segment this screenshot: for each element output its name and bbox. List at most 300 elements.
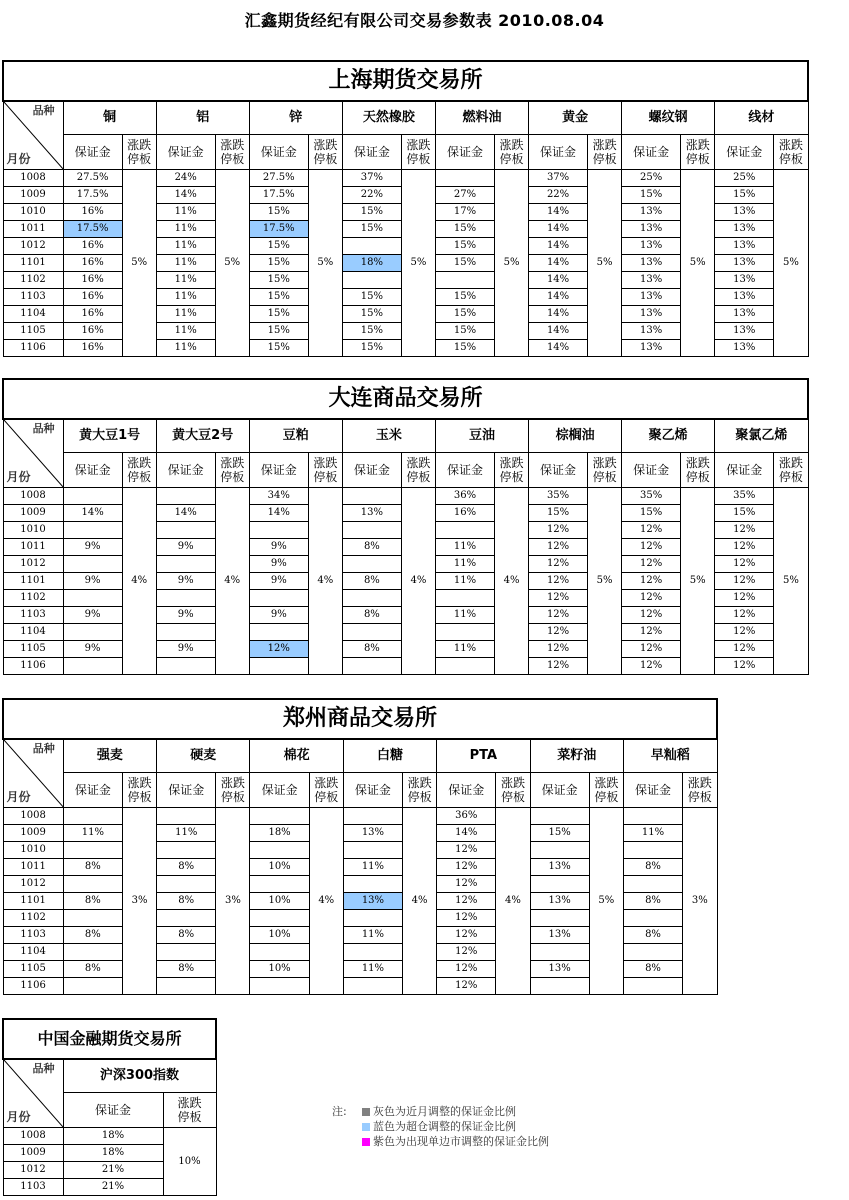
month-label: 月份 xyxy=(6,152,31,166)
margin-cell: 13% xyxy=(622,255,681,272)
margin-cell: 9% xyxy=(156,539,215,556)
margin-cell: 13% xyxy=(622,289,681,306)
margin-cell: 14% xyxy=(63,505,122,522)
margin-cell xyxy=(435,658,494,675)
margin-cell xyxy=(63,488,122,505)
exchange-title: 中国金融期货交易所 xyxy=(3,1019,216,1059)
margin-cell: 21% xyxy=(63,1162,163,1179)
margin-cell xyxy=(249,522,308,539)
month-cell: 1010 xyxy=(3,842,63,859)
margin-cell xyxy=(156,556,215,573)
margin-cell xyxy=(63,556,122,573)
variety-label: 品种 xyxy=(32,1062,55,1075)
product-name: 黄大豆1号 xyxy=(63,419,156,453)
margin-cell: 12% xyxy=(529,539,588,556)
product-name: 黄大豆2号 xyxy=(156,419,249,453)
margin-cell: 12% xyxy=(622,573,681,590)
margin-cell: 15% xyxy=(435,255,494,272)
margin-cell: 17.5% xyxy=(249,187,308,204)
margin-cell: 11% xyxy=(156,238,215,255)
margin-cell: 12% xyxy=(715,556,774,573)
limit-cell: 5% xyxy=(495,170,529,357)
margin-cell: 14% xyxy=(529,221,588,238)
margin-cell xyxy=(342,556,401,573)
variety-label: 品种 xyxy=(32,742,55,755)
margin-cell: 15% xyxy=(435,221,494,238)
margin-cell: 36% xyxy=(437,808,496,825)
margin-cell: 9% xyxy=(63,607,122,624)
margin-cell: 16% xyxy=(63,306,122,323)
margin-cell: 11% xyxy=(435,641,494,658)
purple-square-icon xyxy=(362,1138,370,1146)
margin-cell: 18% xyxy=(250,825,309,842)
margin-cell: 8% xyxy=(63,893,122,910)
product-name: 螺纹钢 xyxy=(622,101,715,135)
margin-cell xyxy=(435,170,494,187)
margin-cell: 14% xyxy=(529,323,588,340)
month-cell: 1012 xyxy=(3,238,63,255)
margin-cell: 12% xyxy=(529,624,588,641)
exchange-title: 上海期货交易所 xyxy=(3,61,808,101)
margin-cell: 15% xyxy=(622,187,681,204)
note-gray xyxy=(362,1104,549,1119)
month-cell: 1105 xyxy=(3,641,63,658)
margin-cell: 11% xyxy=(156,306,215,323)
margin-cell xyxy=(530,944,589,961)
margin-header: 保证金 xyxy=(529,453,588,488)
margin-cell: 12% xyxy=(715,539,774,556)
month-cell: 1106 xyxy=(3,658,63,675)
margin-cell: 37% xyxy=(529,170,588,187)
note-blue-text: 蓝色为超仓调整的保证金比例 xyxy=(373,1120,516,1133)
margin-cell: 18% xyxy=(63,1128,163,1145)
limit-header: 涨跌停板 xyxy=(308,135,342,170)
product-row xyxy=(3,101,808,135)
margin-cell: 13% xyxy=(715,306,774,323)
margin-cell: 15% xyxy=(435,238,494,255)
limit-cell: 5% xyxy=(588,488,622,675)
month-cell: 1010 xyxy=(3,204,63,221)
limit-header: 涨跌停板 xyxy=(215,135,249,170)
limit-cell: 4% xyxy=(215,488,249,675)
limit-cell: 5% xyxy=(308,170,342,357)
margin-cell: 15% xyxy=(249,323,308,340)
margin-cell: 15% xyxy=(249,306,308,323)
margin-cell: 15% xyxy=(249,255,308,272)
margin-cell xyxy=(157,808,216,825)
exchange-title-row xyxy=(3,379,808,419)
month-cell: 1008 xyxy=(3,488,63,505)
margin-cell: 11% xyxy=(435,539,494,556)
margin-cell xyxy=(342,590,401,607)
margin-cell: 16% xyxy=(63,255,122,272)
margin-cell: 15% xyxy=(435,323,494,340)
margin-cell xyxy=(63,978,122,995)
product-name: PTA xyxy=(437,739,530,773)
margin-cell xyxy=(623,808,682,825)
margin-cell: 35% xyxy=(715,488,774,505)
note-gray-text: 灰色为近月调整的保证金比例 xyxy=(373,1105,516,1118)
product-name: 豆粕 xyxy=(249,419,342,453)
margin-cell: 27.5% xyxy=(63,170,122,187)
margin-cell: 12% xyxy=(529,573,588,590)
margin-cell: 14% xyxy=(156,505,215,522)
margin-cell: 13% xyxy=(715,323,774,340)
margin-cell xyxy=(435,272,494,289)
limit-header: 涨跌停板 xyxy=(774,453,808,488)
margin-header: 保证金 xyxy=(63,135,122,170)
margin-cell: 27% xyxy=(435,187,494,204)
limit-header: 涨跌停板 xyxy=(308,453,342,488)
margin-cell: 16% xyxy=(435,505,494,522)
margin-cell: 9% xyxy=(156,607,215,624)
limit-header: 涨跌停板 xyxy=(215,453,249,488)
limit-cell: 5% xyxy=(681,488,715,675)
product-name: 早籼稻 xyxy=(623,739,717,773)
margin-cell: 13% xyxy=(715,289,774,306)
margin-cell: 22% xyxy=(529,187,588,204)
margin-cell: 16% xyxy=(63,323,122,340)
subheader-row xyxy=(3,453,808,488)
margin-cell: 11% xyxy=(343,859,402,876)
margin-cell: 14% xyxy=(529,238,588,255)
margin-cell xyxy=(342,488,401,505)
margin-cell: 15% xyxy=(435,289,494,306)
header-diagonal-cell xyxy=(3,101,63,170)
variety-label: 品种 xyxy=(32,104,55,117)
shfe-table xyxy=(2,60,809,357)
limit-cell: 3% xyxy=(216,808,250,995)
month-cell: 1105 xyxy=(3,961,63,978)
margin-cell: 18% xyxy=(63,1145,163,1162)
margin-cell xyxy=(63,658,122,675)
limit-cell: 4% xyxy=(496,808,530,995)
margin-cell: 10% xyxy=(250,961,309,978)
limit-header: 涨跌停板 xyxy=(122,773,156,808)
margin-cell: 35% xyxy=(529,488,588,505)
month-cell: 1103 xyxy=(3,927,63,944)
month-cell: 1011 xyxy=(3,221,63,238)
margin-header: 保证金 xyxy=(63,773,122,808)
margin-cell xyxy=(250,978,309,995)
month-cell: 1106 xyxy=(3,978,63,995)
margin-cell: 14% xyxy=(529,289,588,306)
margin-cell xyxy=(63,944,122,961)
month-cell: 1102 xyxy=(3,590,63,607)
margin-cell xyxy=(63,842,122,859)
margin-cell: 13% xyxy=(622,306,681,323)
margin-cell: 8% xyxy=(157,859,216,876)
note-blue xyxy=(362,1119,549,1134)
month-cell: 1104 xyxy=(3,624,63,641)
margin-cell xyxy=(435,624,494,641)
subheader-row xyxy=(3,773,717,808)
margin-cell: 8% xyxy=(342,573,401,590)
margin-cell: 14% xyxy=(249,505,308,522)
margin-cell: 12% xyxy=(715,573,774,590)
margin-cell: 15% xyxy=(342,306,401,323)
margin-cell xyxy=(343,978,402,995)
margin-cell xyxy=(157,876,216,893)
margin-cell: 8% xyxy=(157,927,216,944)
limit-header: 涨跌停板 xyxy=(495,453,529,488)
margin-cell: 12% xyxy=(622,539,681,556)
limit-cell: 3% xyxy=(122,808,156,995)
margin-cell: 15% xyxy=(342,289,401,306)
limit-header: 涨跌停板 xyxy=(774,135,808,170)
month-cell: 1008 xyxy=(3,1128,63,1145)
month-cell: 1009 xyxy=(3,825,63,842)
margin-cell: 8% xyxy=(157,961,216,978)
table-row xyxy=(3,808,717,825)
margin-cell: 14% xyxy=(437,825,496,842)
margin-cell xyxy=(156,658,215,675)
margin-cell xyxy=(250,808,309,825)
margin-cell: 14% xyxy=(529,306,588,323)
note-purple-text: 紫色为出现单边市调整的保证金比例 xyxy=(373,1135,549,1148)
margin-header: 保证金 xyxy=(622,135,681,170)
margin-cell xyxy=(157,944,216,961)
product-name: 线材 xyxy=(715,101,808,135)
margin-cell: 13% xyxy=(622,340,681,357)
margin-cell: 9% xyxy=(156,641,215,658)
margin-cell: 27.5% xyxy=(249,170,308,187)
margin-cell: 13% xyxy=(530,927,589,944)
margin-cell xyxy=(530,978,589,995)
margin-cell: 13% xyxy=(343,825,402,842)
limit-header: 涨跌停板 xyxy=(495,135,529,170)
margin-cell: 10% xyxy=(250,859,309,876)
limit-header: 涨跌停板 xyxy=(588,453,622,488)
margin-cell: 37% xyxy=(342,170,401,187)
limit-header: 涨跌停板 xyxy=(403,773,437,808)
limit-cell: 5% xyxy=(215,170,249,357)
margin-cell xyxy=(623,842,682,859)
month-cell: 1101 xyxy=(3,573,63,590)
margin-cell: 11% xyxy=(435,556,494,573)
limit-cell: 4% xyxy=(495,488,529,675)
margin-cell: 15% xyxy=(342,323,401,340)
margin-cell: 11% xyxy=(157,825,216,842)
margin-cell: 12% xyxy=(622,641,681,658)
exchange-title-row xyxy=(3,699,717,739)
margin-cell: 12% xyxy=(622,556,681,573)
margin-cell: 15% xyxy=(435,340,494,357)
month-cell: 1103 xyxy=(3,1179,63,1196)
margin-header: 保证金 xyxy=(435,135,494,170)
margin-cell: 10% xyxy=(250,893,309,910)
exchange-title-row xyxy=(3,61,808,101)
margin-cell xyxy=(157,842,216,859)
margin-cell: 15% xyxy=(435,306,494,323)
margin-header: 保证金 xyxy=(249,135,308,170)
margin-cell: 8% xyxy=(63,927,122,944)
margin-cell: 12% xyxy=(529,590,588,607)
month-cell: 1103 xyxy=(3,607,63,624)
margin-cell: 9% xyxy=(63,641,122,658)
margin-cell xyxy=(63,624,122,641)
margin-cell: 13% xyxy=(342,505,401,522)
margin-header: 保证金 xyxy=(249,453,308,488)
margin-cell xyxy=(250,910,309,927)
margin-cell: 11% xyxy=(156,272,215,289)
margin-cell: 12% xyxy=(715,522,774,539)
note-purple xyxy=(362,1134,549,1149)
margin-cell: 12% xyxy=(715,624,774,641)
margin-header: 保证金 xyxy=(63,1093,163,1128)
product-name: 铜 xyxy=(63,101,156,135)
margin-cell xyxy=(342,238,401,255)
margin-cell xyxy=(156,624,215,641)
month-cell: 1011 xyxy=(3,859,63,876)
product-name: 棕榈油 xyxy=(529,419,622,453)
margin-cell xyxy=(63,876,122,893)
product-name: 黄金 xyxy=(529,101,622,135)
margin-cell: 12% xyxy=(715,607,774,624)
limit-cell: 4% xyxy=(122,488,156,675)
margin-cell: 12% xyxy=(622,658,681,675)
month-cell: 1104 xyxy=(3,306,63,323)
margin-header: 保证金 xyxy=(342,453,401,488)
limit-header: 涨跌停板 xyxy=(589,773,623,808)
margin-cell: 9% xyxy=(156,573,215,590)
limit-cell: 10% xyxy=(163,1128,216,1196)
limit-header: 涨跌停板 xyxy=(681,135,715,170)
margin-cell xyxy=(157,978,216,995)
margin-header: 保证金 xyxy=(437,773,496,808)
month-label: 月份 xyxy=(6,1110,31,1124)
limit-cell: 3% xyxy=(683,808,717,995)
limit-header: 涨跌停板 xyxy=(588,135,622,170)
margin-cell: 9% xyxy=(249,573,308,590)
margin-cell: 12% xyxy=(529,607,588,624)
month-cell: 1008 xyxy=(3,170,63,187)
margin-cell: 8% xyxy=(623,927,682,944)
margin-cell: 15% xyxy=(715,505,774,522)
margin-cell: 11% xyxy=(156,255,215,272)
header-diagonal-cell xyxy=(3,419,63,488)
margin-cell: 11% xyxy=(343,961,402,978)
margin-cell: 16% xyxy=(63,340,122,357)
margin-cell xyxy=(63,590,122,607)
margin-cell xyxy=(249,624,308,641)
margin-cell xyxy=(530,808,589,825)
margin-cell: 11% xyxy=(435,607,494,624)
margin-cell: 11% xyxy=(156,340,215,357)
month-cell: 1012 xyxy=(3,876,63,893)
margin-cell: 9% xyxy=(63,539,122,556)
margin-cell: 12% xyxy=(437,876,496,893)
margin-cell xyxy=(435,522,494,539)
margin-cell: 16% xyxy=(63,238,122,255)
margin-cell: 12% xyxy=(715,590,774,607)
margin-cell: 13% xyxy=(343,893,402,910)
month-cell: 1103 xyxy=(3,289,63,306)
product-row xyxy=(3,739,717,773)
margin-cell: 12% xyxy=(715,658,774,675)
exchange-title: 郑州商品交易所 xyxy=(3,699,717,739)
limit-header: 涨跌停板 xyxy=(683,773,717,808)
margin-cell xyxy=(623,978,682,995)
product-name: 聚氯乙烯 xyxy=(715,419,808,453)
margin-header: 保证金 xyxy=(622,453,681,488)
limit-cell: 4% xyxy=(308,488,342,675)
margin-cell xyxy=(530,842,589,859)
margin-cell xyxy=(623,944,682,961)
margin-cell: 15% xyxy=(342,340,401,357)
month-cell: 1009 xyxy=(3,187,63,204)
margin-cell: 8% xyxy=(342,641,401,658)
margin-cell: 17.5% xyxy=(63,221,122,238)
month-cell: 1008 xyxy=(3,808,63,825)
margin-cell xyxy=(249,658,308,675)
margin-cell xyxy=(250,944,309,961)
margin-cell: 12% xyxy=(622,607,681,624)
month-cell: 1105 xyxy=(3,323,63,340)
margin-cell: 11% xyxy=(156,204,215,221)
limit-header: 涨跌停板 xyxy=(401,453,435,488)
margin-cell xyxy=(343,944,402,961)
margin-cell xyxy=(249,590,308,607)
limit-cell: 5% xyxy=(122,170,156,357)
exchange-title: 大连商品交易所 xyxy=(3,379,808,419)
month-label: 月份 xyxy=(6,470,31,484)
margin-cell: 12% xyxy=(529,641,588,658)
margin-cell: 24% xyxy=(156,170,215,187)
margin-cell: 14% xyxy=(529,255,588,272)
month-cell: 1101 xyxy=(3,893,63,910)
margin-cell: 17.5% xyxy=(249,221,308,238)
margin-cell: 13% xyxy=(530,961,589,978)
margin-cell: 13% xyxy=(622,272,681,289)
month-cell: 1012 xyxy=(3,1162,63,1179)
product-name: 菜籽油 xyxy=(530,739,623,773)
month-cell: 1011 xyxy=(3,539,63,556)
month-cell: 1104 xyxy=(3,944,63,961)
margin-cell: 11% xyxy=(623,825,682,842)
margin-cell: 21% xyxy=(63,1179,163,1196)
limit-header: 涨跌停板 xyxy=(496,773,530,808)
margin-cell xyxy=(156,488,215,505)
margin-cell: 12% xyxy=(437,978,496,995)
dce-table xyxy=(2,378,809,675)
table-row xyxy=(3,488,808,505)
margin-cell: 8% xyxy=(623,859,682,876)
month-cell: 1010 xyxy=(3,522,63,539)
margin-cell: 13% xyxy=(715,255,774,272)
header-diagonal-cell xyxy=(3,739,63,808)
margin-cell: 13% xyxy=(715,238,774,255)
margin-cell xyxy=(435,590,494,607)
margin-cell: 13% xyxy=(715,272,774,289)
product-name: 锌 xyxy=(249,101,342,135)
product-row xyxy=(3,1059,216,1093)
margin-header: 保证金 xyxy=(156,135,215,170)
margin-cell: 13% xyxy=(530,859,589,876)
month-cell: 1102 xyxy=(3,272,63,289)
margin-cell xyxy=(156,590,215,607)
margin-cell: 13% xyxy=(715,221,774,238)
margin-cell xyxy=(342,624,401,641)
margin-cell: 8% xyxy=(342,539,401,556)
margin-cell xyxy=(157,910,216,927)
margin-header: 保证金 xyxy=(715,453,774,488)
margin-header: 保证金 xyxy=(156,453,215,488)
margin-header: 保证金 xyxy=(343,773,402,808)
margin-cell: 15% xyxy=(249,272,308,289)
margin-cell: 12% xyxy=(622,590,681,607)
margin-cell: 16% xyxy=(63,272,122,289)
